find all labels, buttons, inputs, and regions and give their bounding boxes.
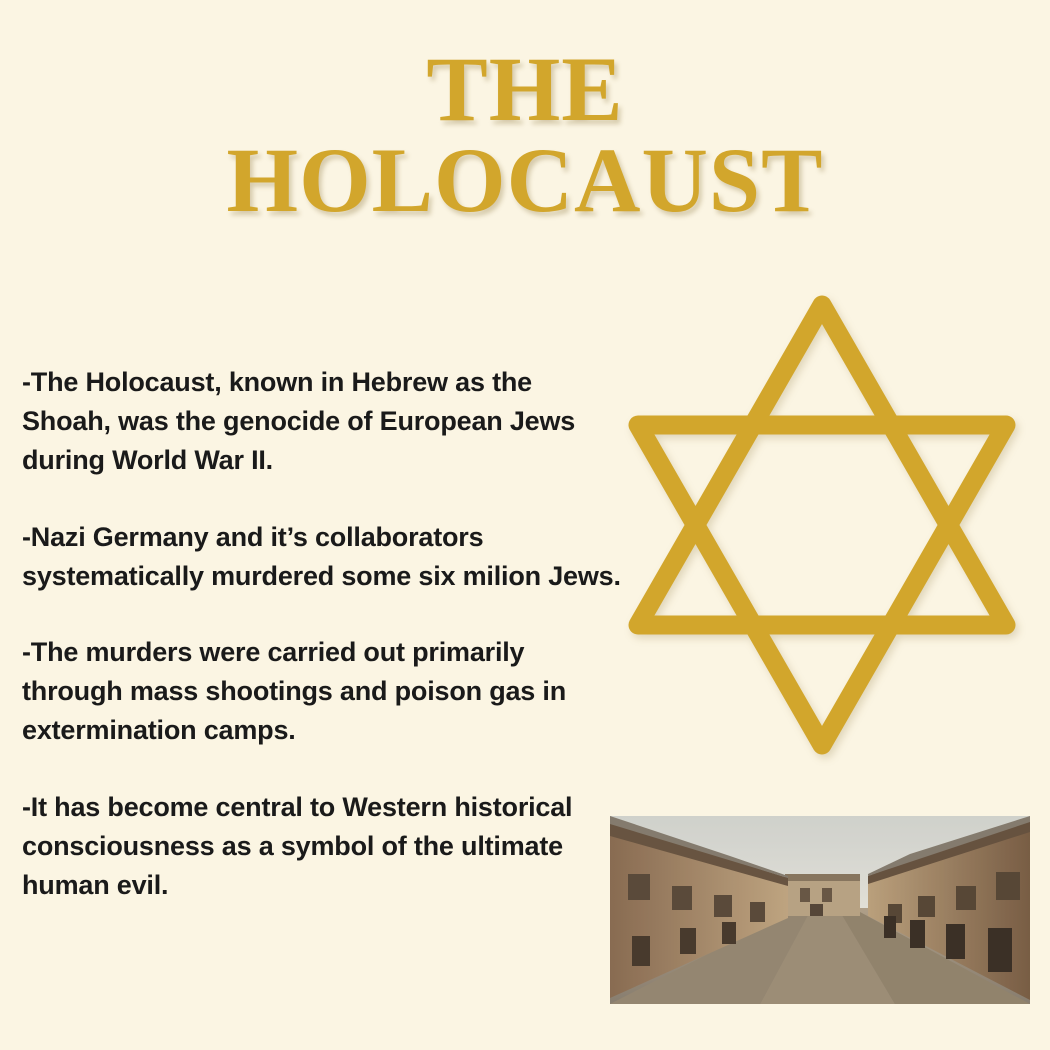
bullet-list [22, 336, 622, 905]
title-line-1: THE [426, 38, 624, 140]
list-item: -It has become central to Western historical consciousness as a symbol of the ultimate human evil. [22, 792, 573, 900]
list-item: -The Holocaust, known in Hebrew as the Shoah, was the genocide of European Jews during World War II. [22, 367, 576, 475]
page-title [0, 38, 1050, 232]
list-item: -The murders were carried out primarily through mass shootings and poison gas in extermination camps. [22, 637, 567, 746]
star-of-david-icon [612, 285, 1032, 765]
title-line-2: HOLOCAUST [226, 129, 824, 232]
list-item: -Nazi Germany and it’s collaborators systematically murdered some six milion Jews. [22, 521, 621, 591]
concentration-camp-barracks-photo [610, 816, 1030, 1004]
